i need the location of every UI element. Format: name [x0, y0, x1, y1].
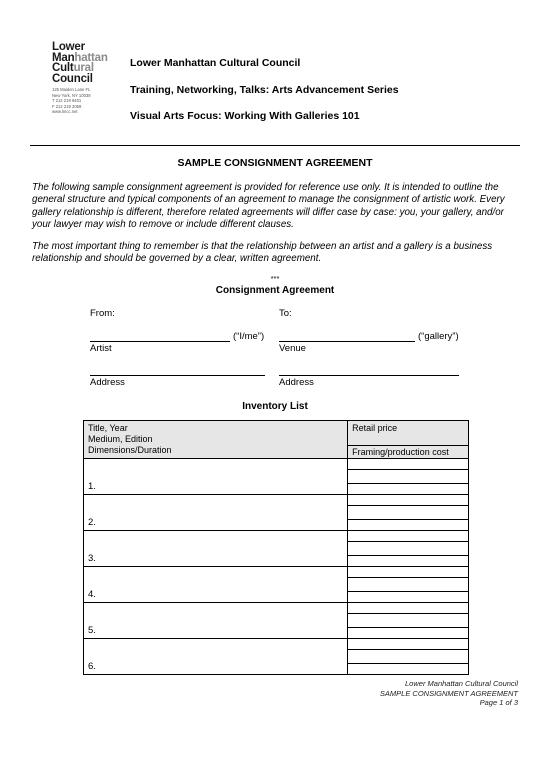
row-gap-cell: [348, 495, 469, 506]
artist-address-line[interactable]: [90, 375, 265, 376]
framing-cost-cell[interactable]: [348, 628, 469, 639]
inventory-row[interactable]: [84, 603, 348, 639]
document-title: SAMPLE CONSIGNMENT AGREEMENT: [177, 157, 373, 169]
row-gap-cell: [348, 531, 469, 542]
row-number: 6.: [88, 661, 96, 672]
from-label: From:: [90, 308, 115, 319]
important-paragraph: The most important thing to remember is that the relationship between an artist and a gallery is a business relationship and should be governed by a clear, written agreement.: [32, 241, 493, 265]
gallery-name-line[interactable]: [279, 341, 415, 342]
logo-address-line: T 212 219 9401: [52, 98, 82, 104]
footer-page-number: Page 1 of 3: [479, 698, 518, 708]
header-dimensions: Dimensions/Duration: [88, 445, 172, 455]
row-number: 2.: [88, 517, 96, 528]
artist-label: Artist: [90, 343, 112, 354]
framing-cost-cell[interactable]: [348, 592, 469, 603]
retail-price-cell[interactable]: [348, 578, 469, 592]
venue-address-line[interactable]: [279, 375, 459, 376]
logo-address: [52, 87, 120, 115]
artist-name-line[interactable]: [90, 341, 230, 342]
intro-paragraph: The following sample consignment agreement is provided for reference use only. It is intended to outline the general structure and typical components of an agreement to manage the consignment of artistic work. Every gallery relationship is different, therefore related agreements will differ case by case: you, your gallery, and/or your lawyer may wish to remove or include different clauses.: [32, 182, 505, 231]
inventory-row[interactable]: [84, 459, 348, 495]
footer-doc-title: SAMPLE CONSIGNMENT AGREEMENT: [379, 688, 518, 698]
header-medium-edition: Medium, Edition: [88, 434, 153, 444]
logo-word-council: Council: [52, 72, 93, 85]
inventory-header-artwork: [84, 421, 348, 459]
logo-address-line: New York, NY 10038: [52, 92, 91, 98]
retail-price-cell[interactable]: [348, 542, 469, 556]
framing-cost-cell[interactable]: [348, 556, 469, 567]
row-number: 4.: [88, 589, 96, 600]
header-retail-price: Retail price: [348, 421, 469, 446]
retail-price-cell[interactable]: [348, 470, 469, 484]
framing-cost-cell[interactable]: [348, 664, 469, 675]
inventory-table: [83, 420, 469, 675]
header-series: Training, Networking, Talks: Arts Advancement Series: [130, 84, 399, 96]
row-number: 1.: [88, 481, 96, 492]
row-gap-cell: [348, 639, 469, 650]
row-gap-cell: [348, 567, 469, 578]
logo-word-lower: Lower: [52, 41, 85, 53]
framing-cost-cell[interactable]: [348, 520, 469, 531]
inventory-row[interactable]: [84, 531, 348, 567]
venue-address-label: Address: [279, 377, 314, 388]
gallery-suffix: (“gallery”): [418, 331, 459, 342]
logo-address-line: F 212 219 2059: [52, 103, 82, 109]
inventory-row[interactable]: [84, 567, 348, 603]
lmcc-logo: [52, 42, 120, 115]
footer-org: Lower Manhattan Cultural Council: [405, 679, 518, 688]
row-gap-cell: [348, 459, 469, 470]
section-separator: ***: [270, 274, 280, 283]
artist-address-label: Address: [90, 377, 125, 388]
header-org-name: Lower Manhattan Cultural Council: [130, 57, 301, 69]
retail-price-cell[interactable]: [348, 650, 469, 664]
framing-cost-cell[interactable]: [348, 484, 469, 495]
header-framing-cost: Framing/production cost: [348, 446, 469, 459]
logo-word-cultural: Cultural: [52, 62, 94, 74]
header-focus: Visual Arts Focus: Working With Galleries 101: [130, 110, 360, 122]
row-gap-cell: [348, 603, 469, 614]
inventory-row[interactable]: [84, 495, 348, 531]
inventory-title: Inventory List: [242, 401, 308, 412]
agreement-title: Consignment Agreement: [215, 285, 335, 296]
retail-price-cell[interactable]: [348, 614, 469, 628]
header-title-year: Title, Year: [88, 423, 128, 433]
logo-address-line: 125 Maiden Lane FL: [52, 87, 91, 92]
venue-label: Venue: [279, 343, 306, 354]
retail-price-cell[interactable]: [348, 506, 469, 520]
header-divider: [30, 145, 520, 146]
logo-address-line: www.lmcc.net: [52, 109, 78, 115]
row-number: 5.: [88, 625, 96, 636]
row-number: 3.: [88, 553, 96, 564]
to-label: To:: [279, 308, 292, 319]
logo-word-manhattan: Manhattan: [52, 51, 108, 64]
artist-suffix: (“I/me”): [233, 331, 265, 342]
page-footer: [380, 679, 518, 708]
inventory-row[interactable]: [84, 639, 348, 675]
